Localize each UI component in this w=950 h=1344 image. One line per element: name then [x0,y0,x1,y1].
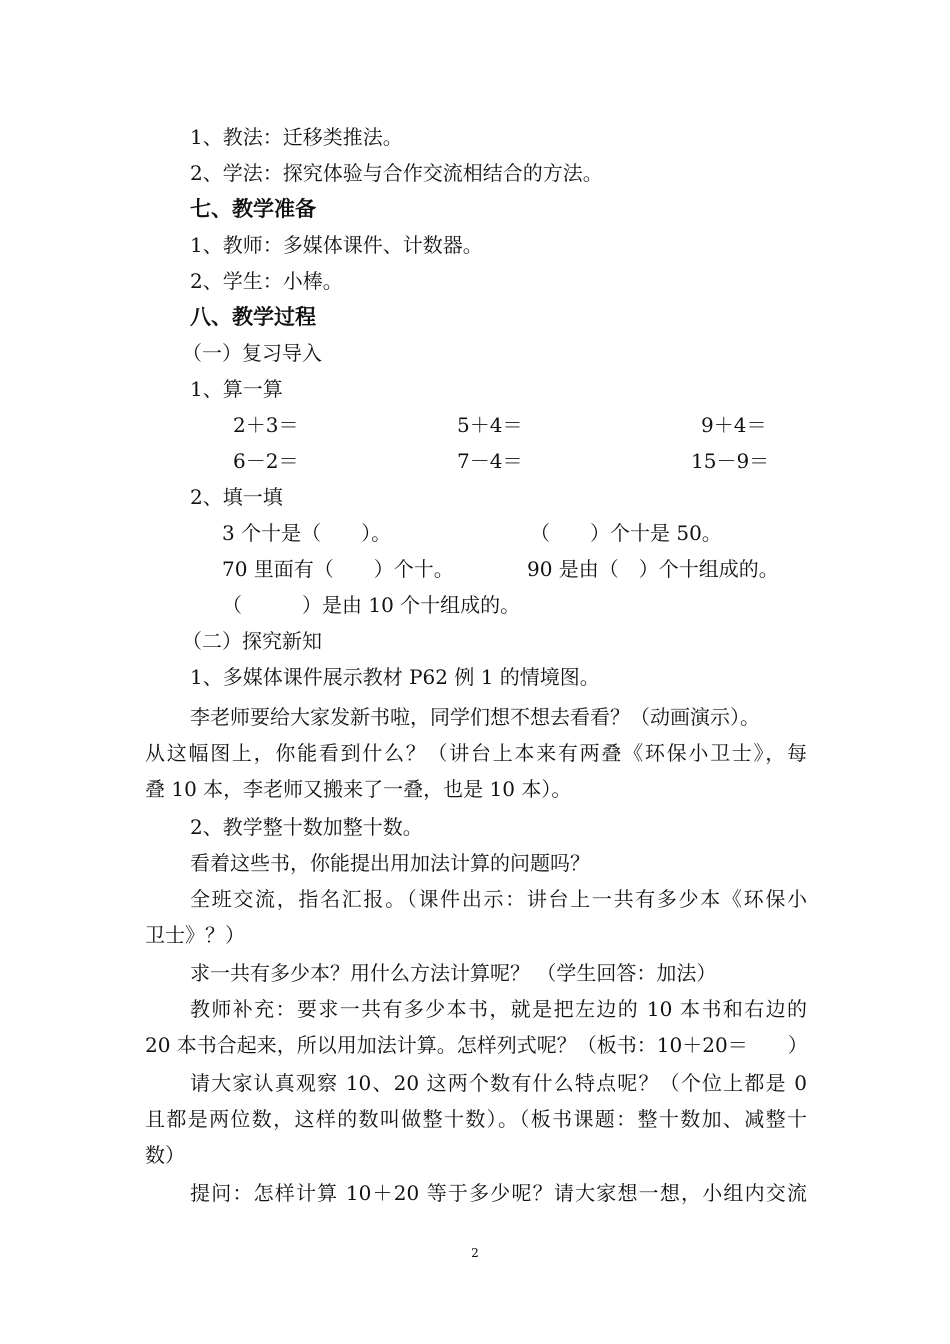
fill-item: （ ）个十是 50。 [530,521,722,545]
calc-item: 6－2＝ [233,449,299,473]
subsection-review: （一）复习导入 [182,341,322,365]
paragraph-line: 李老师要给大家发新书啦，同学们想不想去看看？（动画演示）。 [190,705,760,729]
paragraph-line: 1、多媒体课件展示教材 P62 例 1 的情境图。 [190,665,600,689]
fill-item: 3 个十是（ ）。 [222,521,392,545]
exercise-calc-title: 1、算一算 [190,377,283,401]
page-number: 2 [471,1246,479,1260]
section-heading-process: 八、教学过程 [190,304,316,329]
paragraph-line: 看着这些书，你能提出用加法计算的问题吗？ [190,851,590,875]
paragraph-line: 求一共有多少本？用什么方法计算呢？ （学生回答：加法） [190,961,717,985]
section-heading-preparation: 七、教学准备 [190,196,316,221]
paragraph-line: 从这幅图上，你能看到什么？（讲台上本来有两叠《环保小卫士》，每 [145,741,807,765]
paragraph-line: 20 本书合起来，所以用加法计算。怎样列式呢？（板书：10＋20＝ ） [145,1033,808,1057]
paragraph-line: 且都是两位数，这样的数叫做整十数）。（板书课题：整十数加、减整十 [145,1107,807,1131]
paragraph-line: 叠 10 本，李老师又搬来了一叠，也是 10 本）。 [145,777,572,801]
paragraph-line: 2、教学整十数加整十数。 [190,815,423,839]
teacher-prep-line: 1、教师：多媒体课件、计数器。 [190,233,483,257]
exercise-fill-title: 2、填一填 [190,485,283,509]
student-prep-line: 2、学生：小棒。 [190,269,343,293]
paragraph-line: 请大家认真观察 10、20 这两个数有什么特点呢？（个位上都是 0 [190,1071,807,1095]
paragraph-line: 全班交流，指名汇报。（课件出示：讲台上一共有多少本《环保小 [190,887,807,911]
calc-item: 15－9＝ [691,449,770,473]
paragraph-line: 数） [145,1143,185,1167]
subsection-explore: （二）探究新知 [182,629,322,653]
paragraph-line: 提问：怎样计算 10＋20 等于多少呢？请大家想一想，小组内交流 [190,1181,807,1205]
calc-item: 5＋4＝ [457,413,523,437]
calc-item: 2＋3＝ [233,413,299,437]
calc-item: 7－4＝ [457,449,523,473]
fill-item: 90 是由（ ）个十组成的。 [527,557,779,581]
paragraph-line: 卫士》？） [145,923,245,947]
fill-item: 70 里面有（ ）个十。 [222,557,454,581]
paragraph-line: 教师补充：要求一共有多少本书，就是把左边的 10 本书和右边的 [190,997,807,1021]
teaching-method-line: 1、教法：迁移类推法。 [190,125,403,149]
calc-item: 9＋4＝ [701,413,767,437]
learning-method-line: 2、学法：探究体验与合作交流相结合的方法。 [190,161,603,185]
fill-item: （ ）是由 10 个十组成的。 [222,593,521,617]
